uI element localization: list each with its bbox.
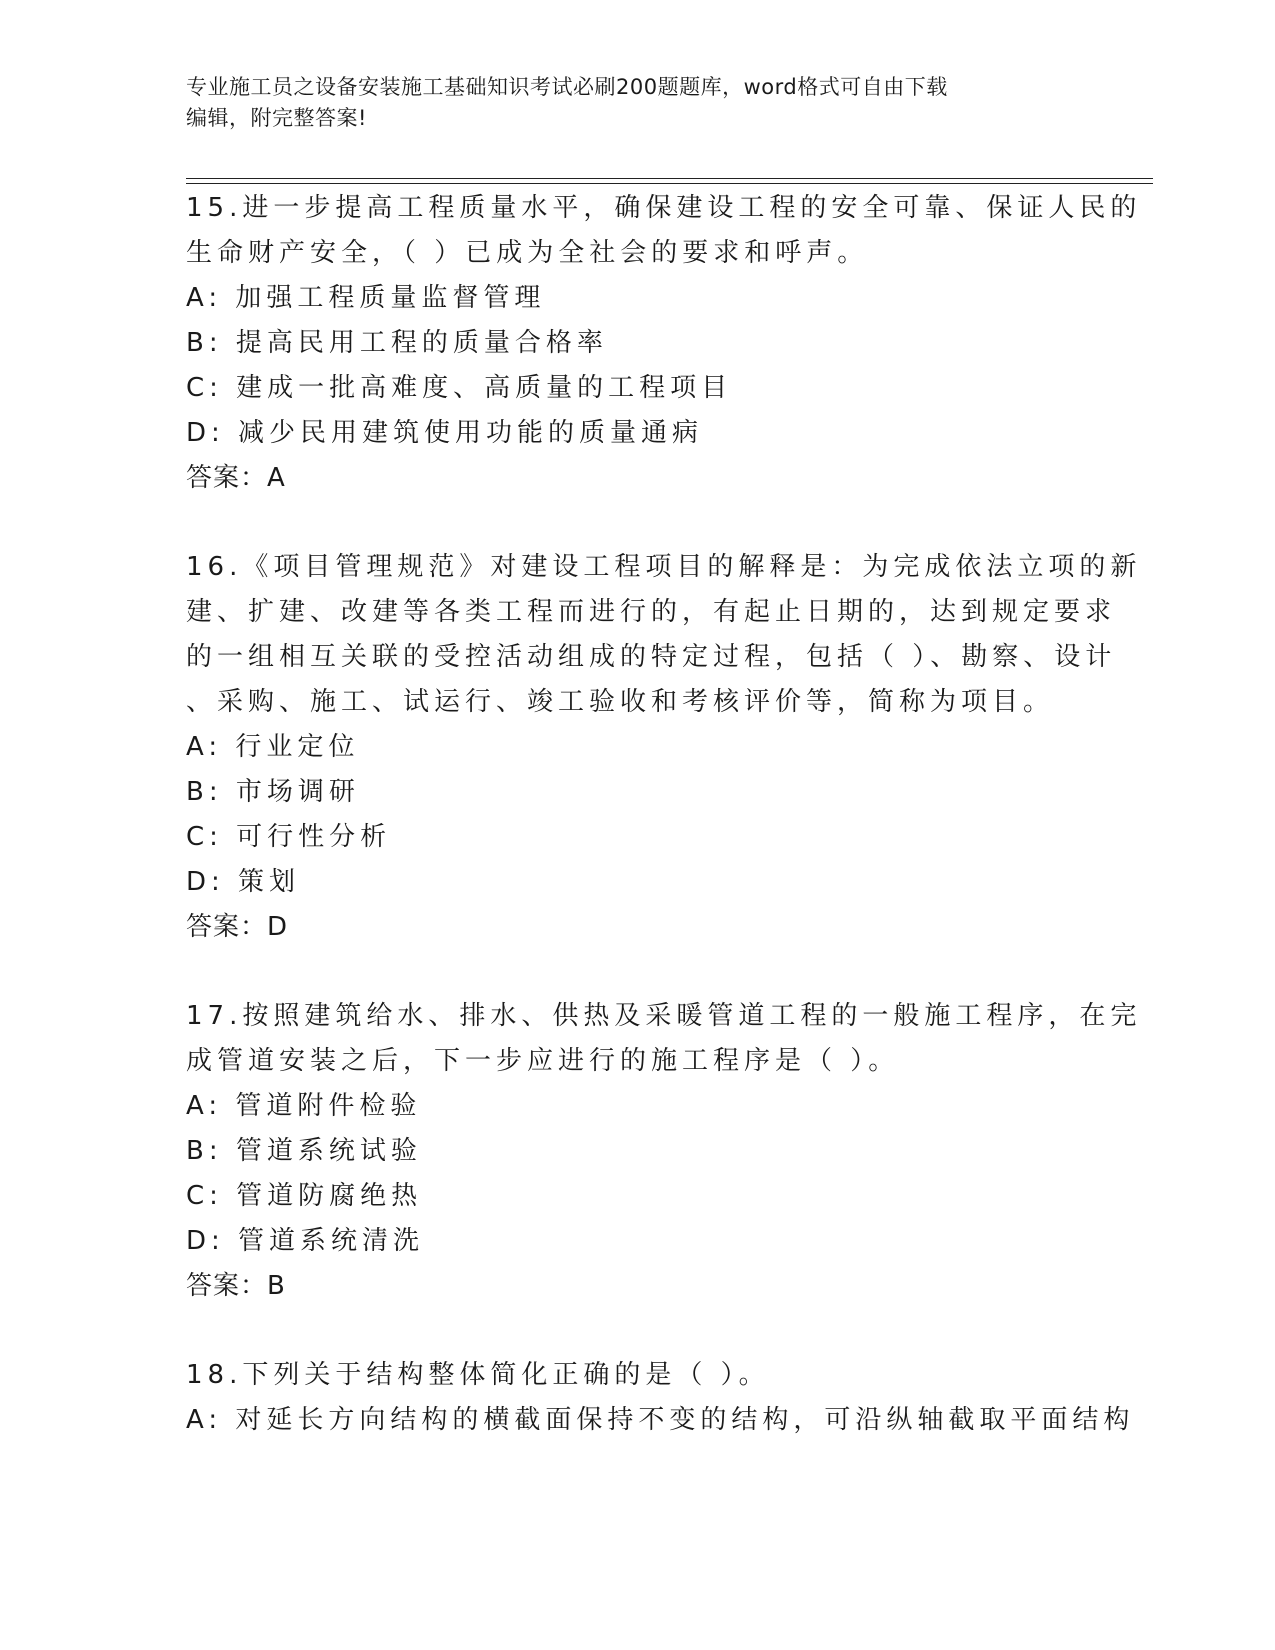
question-16-line-2: 建、扩建、改建等各类工程而进行的，有起止日期的，达到规定要求	[186, 597, 1117, 627]
question-17-option-c: C: 管道防腐绝热	[186, 1181, 423, 1211]
question-18-option-a: A: 对延长方向结构的横截面保持不变的结构，可沿纵轴截取平面结构	[186, 1405, 1135, 1435]
question-15-option-a: A: 加强工程质量监督管理	[186, 283, 546, 313]
question-15-option-d: D: 减少民用建筑使用功能的质量通病	[186, 418, 704, 448]
question-15-option-b: B: 提高民用工程的质量合格率	[186, 328, 608, 358]
question-15-line-1: 15.进一步提高工程质量水平，确保建设工程的安全可靠、保证人民的	[186, 193, 1142, 223]
question-16-option-a: A: 行业定位	[186, 732, 360, 762]
header-line-2: 编辑，附完整答案!	[186, 106, 367, 130]
header-divider-top	[186, 178, 1153, 179]
header-line-1: 专业施工员之设备安装施工基础知识考试必刷200题题库，word格式可自由下载	[186, 75, 948, 99]
question-16-line-1: 16.《项目管理规范》对建设工程项目的解释是：为完成依法立项的新	[186, 552, 1142, 582]
question-16-option-c: C: 可行性分析	[186, 822, 392, 852]
question-15-option-c: C: 建成一批高难度、高质量的工程项目	[186, 373, 733, 403]
question-15-answer: 答案：A	[186, 463, 286, 493]
question-17-line-1: 17.按照建筑给水、排水、供热及采暖管道工程的一般施工程序，在完	[186, 1001, 1142, 1031]
question-15-line-2: 生命财产安全，（ ）已成为全社会的要求和呼声。	[186, 238, 869, 268]
header-divider-bottom	[186, 183, 1153, 184]
question-17-answer: 答案：B	[186, 1271, 286, 1301]
question-16-option-d: D: 策划	[186, 867, 301, 897]
question-17-line-2: 成管道安装之后，下一步应进行的施工程序是（ ）。	[186, 1046, 900, 1076]
question-16-line-3: 的一组相互关联的受控活动组成的特定过程，包括（ ）、勘察、设计	[186, 642, 1117, 672]
question-16-line-4: 、采购、施工、试运行、竣工验收和考核评价等，简称为项目。	[186, 687, 1055, 717]
document-header	[186, 72, 1066, 134]
question-17-option-a: A: 管道附件检验	[186, 1091, 422, 1121]
question-17-option-b: B: 管道系统试验	[186, 1136, 422, 1166]
question-16-answer: 答案：D	[186, 912, 289, 942]
question-17-option-d: D: 管道系统清洗	[186, 1226, 425, 1256]
question-18-line-1: 18.下列关于结构整体简化正确的是（ ）。	[186, 1360, 770, 1390]
question-16-option-b: B: 市场调研	[186, 777, 360, 807]
